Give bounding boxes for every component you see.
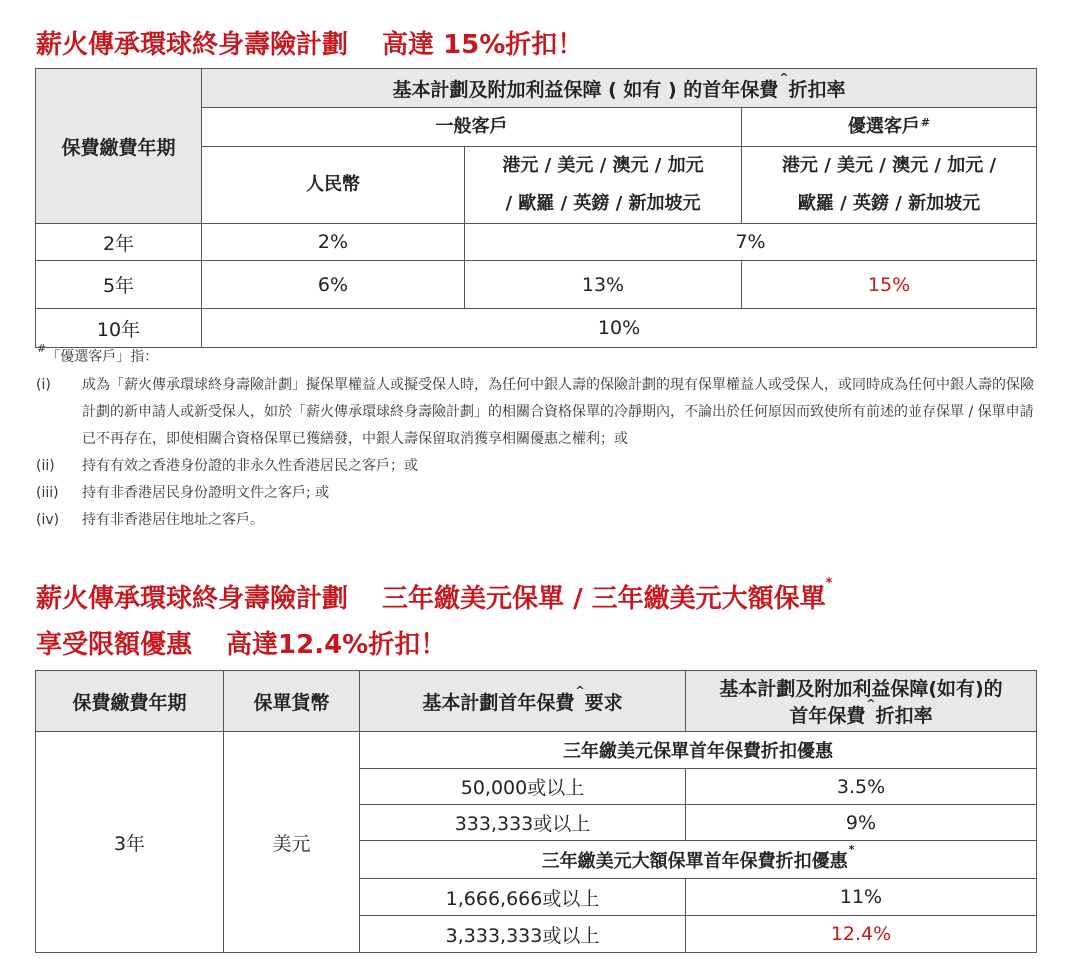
- note-number: (ii): [36, 458, 55, 474]
- section2-title-sub: 三年繳美元保單 / 三年繳美元大額保單: [382, 584, 826, 614]
- currency-other-line2: / 歐羅 / 英鎊 / 新加坡元: [505, 193, 701, 214]
- general-clients-header: 一般客戶: [202, 108, 742, 147]
- preferred-clients-header: [742, 108, 1037, 147]
- table-row: [36, 309, 1037, 348]
- section1-title-promo: 高達 15%折扣！: [382, 30, 584, 60]
- all-rate-cell: 10%: [202, 309, 1037, 348]
- rmb-rate-cell: 6%: [202, 261, 465, 309]
- req-header-text: 基本計劃首年保費: [422, 691, 575, 714]
- asterisk-mark: *: [848, 842, 855, 856]
- preferred-rate-cell: 15%: [742, 261, 1037, 309]
- section2-title-main: 薪火傳承環球終身壽險計劃: [36, 584, 349, 614]
- requirement-cell: 3,333,333或以上: [360, 916, 686, 953]
- rate-header: [202, 69, 1037, 108]
- currency-rmb-header: 人民幣: [202, 147, 465, 224]
- currency-pref-header: [742, 147, 1037, 224]
- rate-header-tail: 折扣率: [788, 78, 846, 101]
- hash-mark: #: [37, 342, 47, 355]
- term-cell: 5年: [36, 261, 202, 309]
- asterisk-mark: *: [825, 576, 833, 591]
- note-number: (iii): [36, 485, 59, 501]
- rate-cell: 11%: [686, 879, 1037, 916]
- col-rate-header: [686, 671, 1037, 732]
- hash-mark: #: [920, 116, 931, 129]
- group2-title-text: 三年繳美元大額保單首年保費折扣優惠: [541, 850, 848, 872]
- rate-header-tail: 折扣率: [875, 705, 933, 727]
- rate-cell: 9%: [686, 805, 1037, 841]
- discount-table-1: [35, 68, 1037, 348]
- currency-other-line1: 港元 / 美元 / 澳元 / 加元: [502, 155, 704, 176]
- req-header-tail: 要求: [584, 691, 623, 714]
- col-term-header: 保費繳費年期: [36, 671, 224, 732]
- preferred-clients-text: 優選客戶: [847, 116, 920, 137]
- rate-cell-highlight: 12.4%: [686, 916, 1037, 953]
- rate-cell: 3.5%: [686, 769, 1037, 805]
- section2-title: [36, 578, 832, 615]
- note-text: 成為「薪火傳承環球終身壽險計劃」擬保單權益人或擬受保人時，為任何中銀人壽的保險計劃的現有保單權益人或受保人，或同時成為任何中銀人壽的保險計劃的新申請人或新受保人，如於「薪火傳承環球終身壽險計劃」的相關合資格保單的冷靜期內，不論出於任何原因而致使所有前述的並存保單 / 保單申請已不再存在，即使相關合資格保單已獲繕發，中銀人壽保留取消獲享相關優惠之權利；或: [82, 377, 1034, 447]
- section1-title: [36, 24, 583, 61]
- section1-title-main: 薪火傳承環球終身壽險計劃: [36, 30, 349, 60]
- note-number: (iv): [36, 512, 60, 528]
- note-text: 持有非香港居住地址之客戶。: [82, 512, 264, 528]
- group1-title: 三年繳美元保單首年保費折扣優惠: [360, 732, 1037, 769]
- term-cell: 2年: [36, 224, 202, 261]
- notes-heading-text: 「優選客戶」指：: [46, 349, 159, 365]
- currency-pref-line2: 歐羅 / 英鎊 / 新加坡元: [797, 193, 981, 214]
- table-row: [36, 261, 1037, 309]
- table-row: [36, 224, 1037, 261]
- discount-table-2: [35, 670, 1037, 953]
- section2-subtitle: [36, 624, 446, 661]
- col-term-header: 保費繳費年期: [36, 69, 202, 224]
- term-cell: 3年: [36, 732, 224, 953]
- currency-other-header: [465, 147, 742, 224]
- note-item: [36, 453, 1036, 480]
- caret-mark: ^: [575, 683, 585, 697]
- note-item: [36, 507, 1036, 534]
- term-cell: 10年: [36, 309, 202, 348]
- note-item: [36, 480, 1036, 507]
- note-text: 持有有效之香港身份證的非永久性香港居民之客戶；或: [82, 458, 418, 474]
- rate-header-line2: 首年保費: [789, 705, 866, 727]
- preferred-client-notes: [36, 342, 1036, 534]
- other-rate-cell: 7%: [465, 224, 1037, 261]
- rmb-rate-cell: 2%: [202, 224, 465, 261]
- caret-mark: ^: [866, 697, 876, 710]
- rate-header-text: 基本計劃及附加利益保障 ( 如有 ) 的首年保費: [392, 78, 779, 101]
- group2-title: [360, 841, 1037, 879]
- rate-header-line1: 基本計劃及附加利益保障(如有)的: [719, 678, 1003, 700]
- requirement-cell: 50,000或以上: [360, 769, 686, 805]
- requirement-cell: 1,666,666或以上: [360, 879, 686, 916]
- notes-heading: [36, 342, 1036, 366]
- col-requirement-header: [360, 671, 686, 732]
- caret-mark: ^: [779, 70, 789, 84]
- col-currency-header: 保單貨幣: [224, 671, 360, 732]
- currency-cell: 美元: [224, 732, 360, 953]
- note-text: 持有非香港居民身份證明文件之客戶; 或: [82, 485, 330, 501]
- currency-pref-line1: 港元 / 美元 / 澳元 / 加元 /: [781, 155, 997, 176]
- note-number: (i): [36, 377, 51, 393]
- section2-subtitle-b: 高達12.4%折扣！: [226, 630, 447, 660]
- other-rate-cell: 13%: [465, 261, 742, 309]
- note-item: [36, 372, 1036, 453]
- section2-subtitle-a: 享受限額優惠: [36, 630, 193, 660]
- requirement-cell: 333,333或以上: [360, 805, 686, 841]
